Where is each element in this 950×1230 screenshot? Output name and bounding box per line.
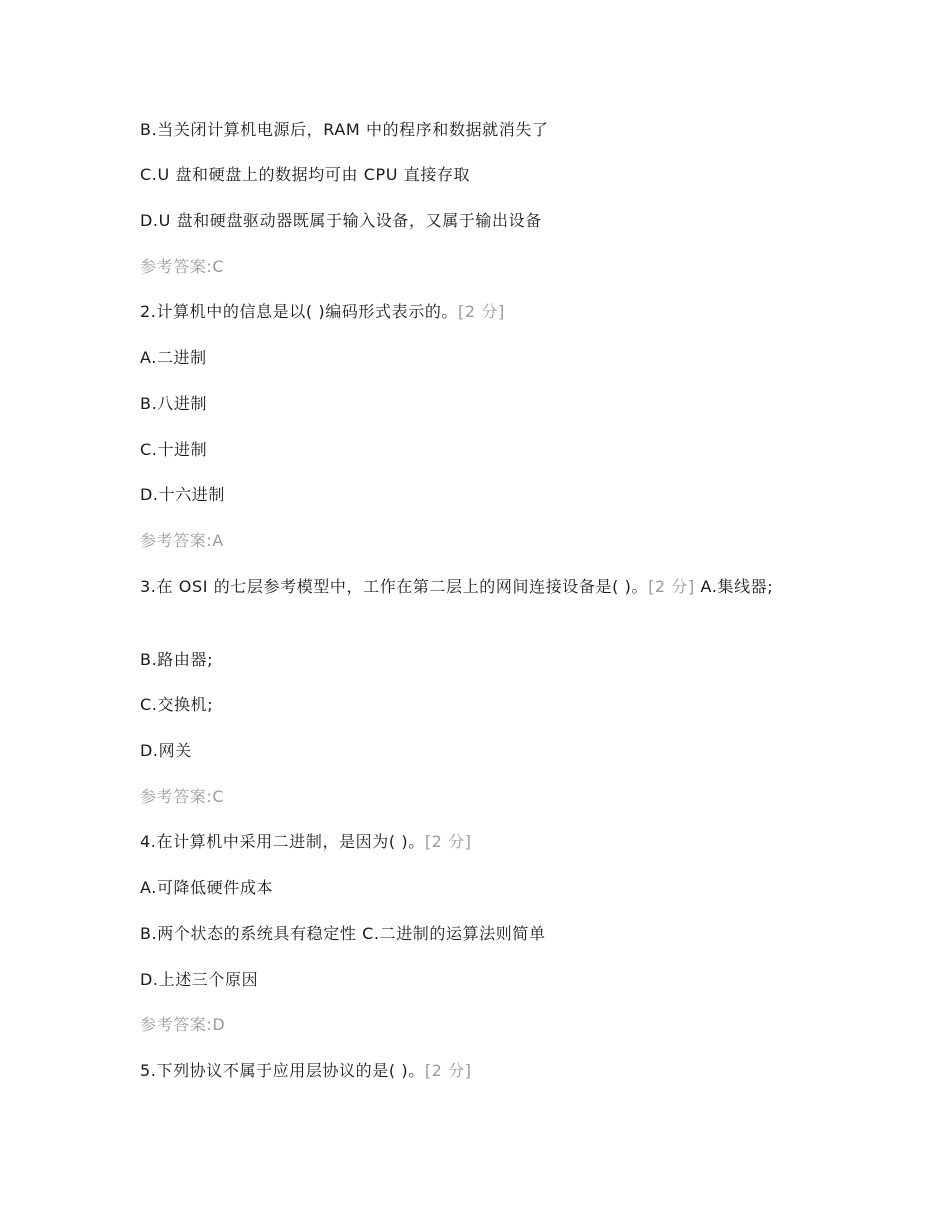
q3-option-a: A.集线器; xyxy=(694,577,774,596)
q4-question-text: 4.在计算机中采用二进制，是因为( )。 xyxy=(140,832,425,851)
q3-question xyxy=(140,575,820,598)
q4-option-a: A.可降低硬件成本 xyxy=(140,878,274,897)
q1-option-b: B.当关闭计算机电源后，RAM 中的程序和数据就消失了 xyxy=(140,120,549,139)
q2-score: [2 分] xyxy=(458,302,505,321)
q1-option-c: C.U 盘和硬盘上的数据均可由 CPU 直接存取 xyxy=(140,165,471,184)
q4-score: [2 分] xyxy=(424,832,472,851)
q3-option-b: B.路由器; xyxy=(140,650,214,669)
q2-answer: 参考答案:A xyxy=(140,531,224,550)
q5-question xyxy=(140,1059,820,1082)
q2-option-b: B.八进制 xyxy=(140,394,208,413)
q2-question-text: 2.计算机中的信息是以( )编码形式表示的。 xyxy=(140,302,459,321)
q3-answer: 参考答案:C xyxy=(140,787,225,806)
q2-option-c: C.十进制 xyxy=(140,440,208,459)
q3-score: [2 分] xyxy=(648,577,695,596)
q2-question xyxy=(140,300,820,323)
q4-option-d: D.上述三个原因 xyxy=(140,970,259,989)
q1-option-d: D.U 盘和硬盘驱动器既属于输入设备，又属于输出设备 xyxy=(140,211,542,230)
q4-answer: 参考答案:D xyxy=(140,1015,226,1034)
q5-question-text: 5.下列协议不属于应用层协议的是( )。 xyxy=(140,1061,425,1080)
q3-option-c: C.交换机; xyxy=(140,695,214,714)
q1-answer: 参考答案:C xyxy=(140,257,225,276)
q3-question-text: 3.在 OSI 的七层参考模型中，工作在第二层上的网间连接设备是( )。 xyxy=(140,577,649,596)
q2-option-a: A.二进制 xyxy=(140,348,207,367)
q2-option-d: D.十六进制 xyxy=(140,485,226,504)
q5-score: [2 分] xyxy=(424,1061,472,1080)
q4-question xyxy=(140,830,820,853)
q3-option-d: D.网关 xyxy=(140,741,192,760)
q4-option-bc: B.两个状态的系统具有稳定性 C.二进制的运算法则简单 xyxy=(140,924,546,943)
